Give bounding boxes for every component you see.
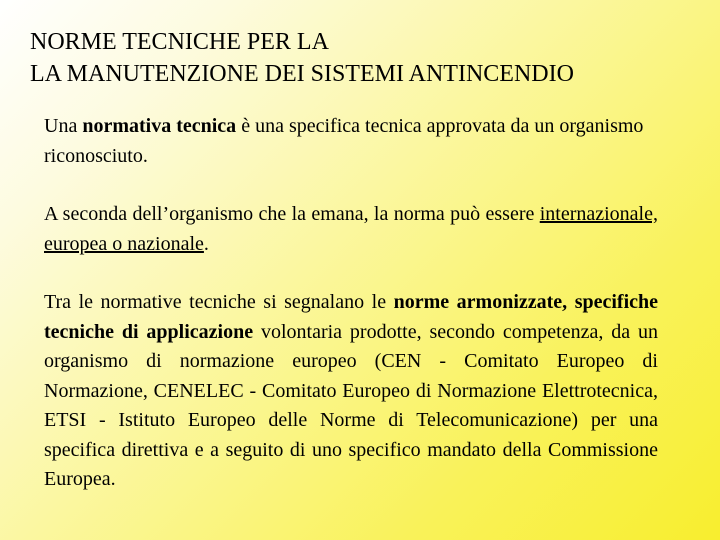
paragraph-definition — [44, 112, 658, 171]
title-line-2: LA MANUTENZIONE DEI SISTEMI ANTINCENDIO — [30, 61, 574, 87]
definition-text-end: è una specifica tecnica approvata da un organismo riconosciuto. — [44, 115, 644, 167]
technical-spec-term: specifiche tecniche di applicazione — [44, 291, 659, 343]
harmonized-separator: , — [562, 291, 575, 313]
definition-text-start: Una — [44, 115, 83, 137]
scope-text-start: A seconda dell’organismo che la emana, la norma può essere — [44, 203, 540, 225]
harmonized-text-start: Tra le normative tecniche si segnalano le — [44, 291, 394, 313]
page-title — [30, 26, 710, 90]
body-text — [44, 112, 658, 495]
paragraph-harmonized — [44, 288, 658, 495]
harmonized-term: norme armonizzate — [393, 291, 563, 313]
title-line-1: NORME TECNICHE PER LA — [30, 29, 329, 55]
scope-text-end: . — [203, 232, 209, 255]
scope-levels: internazionale, europea o nazionale — [44, 203, 658, 255]
harmonized-text-end: volontaria prodotte, secondo competenza, da un organismo di normazione europeo (CEN - Comitato Europeo di Normazione, CENELEC - Comitato Europeo di Normazione Elettrotecnica, ETSI - Istituto Europeo delle Norme di Telecomunicazione) per una specifica direttiva e a seguito di uno specifico mandato della Commissione Europea. — [44, 320, 658, 490]
definition-term: normativa tecnica — [82, 115, 237, 137]
paragraph-scope — [44, 200, 658, 259]
